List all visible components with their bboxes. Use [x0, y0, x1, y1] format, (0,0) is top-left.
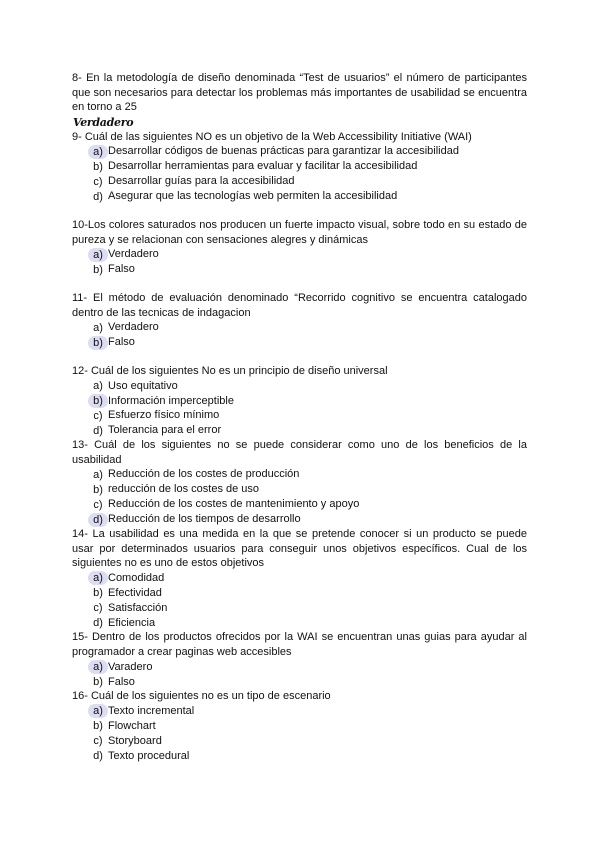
option-text: Storyboard [108, 734, 162, 747]
option-text: Información imperceptible [108, 394, 234, 407]
option-text: Varadero [108, 660, 153, 673]
option-letter: d) [93, 750, 103, 763]
option-text: Esfuerzo físico mínimo [108, 409, 220, 422]
option-letter: b) [93, 160, 103, 173]
options-q13 [72, 467, 527, 527]
option-letter: a) [88, 248, 108, 262]
options-q9 [72, 144, 527, 204]
option-text: Texto incremental [108, 705, 195, 718]
question-8: 8- En la metodología de diseño denominada “Test de usuarios” el número de participantes que son necesarios para detectar los problemas más importantes de usabilidad se encuentra en torno a 25 [72, 72, 527, 114]
option-text: Verdadero [108, 321, 159, 334]
question-10: 10-Los colores saturados nos producen un fuerte impacto visual, sobre todo en su estado de pureza y se relacionan con sensaciones alegres y dinámicas [72, 219, 527, 246]
option-text: Flowchart [108, 719, 156, 732]
option-text: Uso equitativo [108, 379, 178, 392]
option-text: Asegurar que las tecnologías web permiten la accesibilidad [108, 190, 398, 203]
option-q16-b[interactable] [88, 719, 527, 734]
options-q14 [72, 571, 527, 631]
option-letter: c) [93, 409, 103, 422]
option-q12-a[interactable] [88, 379, 527, 394]
option-text: Desarrollar guías para la accesibilidad [108, 175, 295, 188]
option-letter: d) [88, 513, 108, 527]
option-letter: a) [88, 704, 108, 718]
option-letter: d) [93, 616, 103, 629]
options-q15 [72, 660, 527, 690]
option-letter: b) [93, 720, 103, 733]
option-text: Texto procedural [108, 749, 190, 762]
option-text: Eficiencia [108, 616, 156, 629]
option-q10-a[interactable] [88, 247, 527, 262]
option-q16-a[interactable] [88, 704, 527, 719]
question-14: 14- La usabilidad es una medida en la que se pretende conocer si un producto se puede usar por determinados usuarios para conseguir unos objetivos específicos. Cual de los siguientes no es uno de estos objetivos [72, 528, 527, 570]
option-q14-a[interactable] [88, 571, 527, 586]
option-q9-a[interactable] [88, 144, 527, 159]
option-q9-b[interactable] [88, 159, 527, 174]
question-15: 15- Dentro de los productos ofrecidos por la WAI se encuentran unas guias para ayudar al programador a crear paginas web accesibles [72, 631, 527, 659]
option-letter: c) [93, 602, 103, 615]
option-q15-a[interactable] [88, 660, 527, 675]
option-letter: b) [93, 675, 103, 688]
option-letter: c) [93, 175, 103, 188]
option-letter: b) [88, 394, 108, 408]
option-letter: b) [93, 483, 103, 496]
option-q12-b[interactable] [88, 394, 527, 409]
option-letter: b) [88, 336, 108, 350]
option-q13-b[interactable] [88, 482, 527, 497]
option-text: Falso [108, 675, 135, 688]
option-letter: c) [93, 735, 103, 748]
question-16: 16- Cuál de los siguientes no es un tipo de escenario [72, 690, 331, 703]
option-text: Desarrollar herramientas para evaluar y facilitar la accesibilidad [108, 160, 418, 173]
option-q13-c[interactable] [88, 497, 527, 512]
option-letter: c) [93, 498, 103, 511]
option-q13-a[interactable] [88, 467, 527, 482]
options-q11 [72, 320, 527, 350]
document-page [72, 71, 527, 764]
option-q16-c[interactable] [88, 734, 527, 749]
option-q16-d[interactable] [88, 749, 527, 764]
option-letter: d) [93, 190, 103, 203]
option-text: Desarrollar códigos de buenas prácticas para garantizar la accesibilidad [108, 145, 459, 158]
option-q13-d[interactable] [88, 512, 527, 527]
option-letter: b) [93, 587, 103, 600]
option-letter: a) [93, 321, 103, 334]
option-letter: a) [93, 468, 103, 481]
option-q9-d[interactable] [88, 189, 527, 204]
option-text: Falso [108, 263, 135, 276]
option-text: Reducción de los costes de producción [108, 468, 300, 481]
options-q10 [72, 247, 527, 277]
option-text: Comodidad [108, 571, 165, 584]
option-text: Reducción de los tiempos de desarrollo [108, 513, 301, 526]
question-13: 13- Cuál de los siguientes no se puede considerar como uno de los beneficios de la usabilidad [72, 439, 527, 466]
question-12: 12- Cuál de los siguientes No es un principio de diseño universal [72, 365, 388, 377]
option-text: Tolerancia para el error [108, 424, 222, 437]
option-letter: d) [93, 424, 103, 437]
option-text: Verdadero [108, 248, 159, 261]
option-text: reducción de los costes de uso [108, 483, 260, 496]
options-q16 [72, 704, 527, 764]
option-text: Reducción de los costes de mantenimiento y apoyo [108, 498, 360, 511]
option-text: Satisfacción [108, 601, 168, 614]
option-q11-a[interactable] [88, 320, 527, 335]
question-9: 9- Cuál de las siguientes NO es un objetivo de la Web Accessibility Initiative (WAI) [72, 130, 472, 143]
option-q9-c[interactable] [88, 174, 527, 189]
option-letter: a) [88, 145, 108, 159]
option-q14-b[interactable] [88, 586, 527, 601]
option-q15-b[interactable] [88, 675, 527, 690]
option-q12-d[interactable] [88, 423, 527, 438]
handwritten-answer: Verdadero [73, 115, 134, 129]
option-letter: b) [93, 263, 103, 276]
option-letter: a) [88, 660, 108, 674]
option-q14-d[interactable] [88, 616, 527, 631]
options-q12 [72, 379, 527, 439]
option-q12-c[interactable] [88, 408, 527, 423]
question-11: 11- El método de evaluación denominado “Recorrido cognitivo se encuentra catalogado dentro de las tecnicas de indagacion [72, 292, 527, 319]
option-letter: a) [88, 571, 108, 585]
option-text: Efectividad [108, 586, 162, 599]
option-letter: a) [93, 380, 103, 393]
option-text: Falso [108, 336, 135, 349]
option-q14-c[interactable] [88, 601, 527, 616]
option-q10-b[interactable] [88, 262, 527, 277]
option-q11-b[interactable] [88, 335, 527, 350]
